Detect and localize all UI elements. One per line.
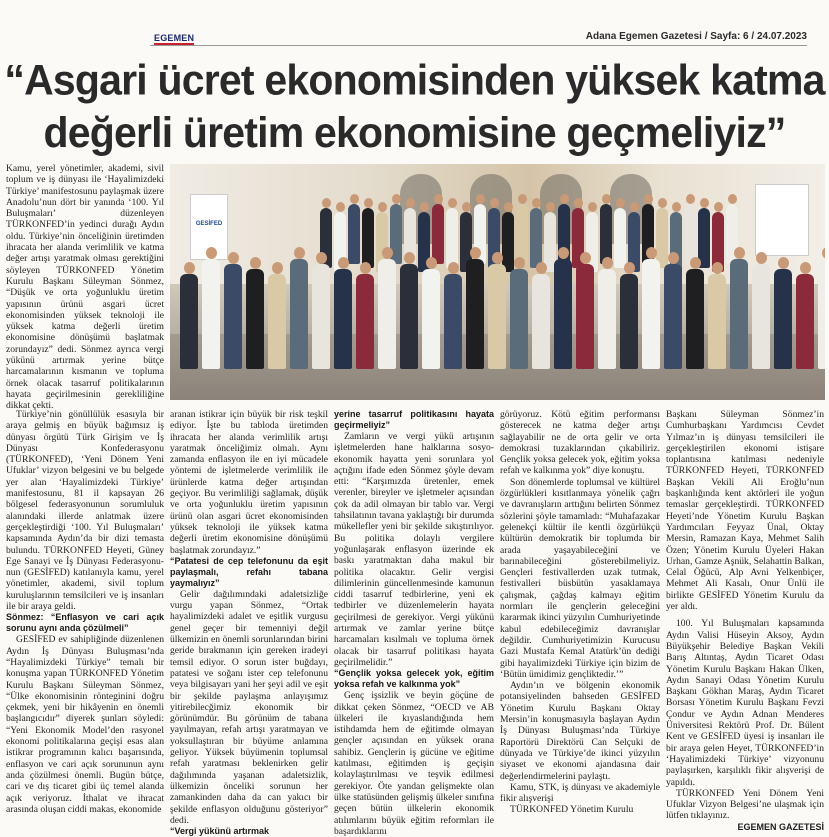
page-info: Adana Egemen Gazetesi / Sayfa: 6 / 24.07.2023 [585, 31, 807, 42]
subheading: “Gençlik yoksa gelecek yok, eğitim yoksa refah ve kalkınma yok” [334, 668, 494, 690]
column-4 [500, 409, 660, 816]
headline-line-2: değerli üretim ekonomisine geçmeliyiz” [43, 108, 786, 157]
column-2 [170, 409, 328, 837]
paragraph: TÜRKONFED Yeni Dönem Yeni Ufuklar Vizyon Belgesi’ne ulaşmak için lütfen tıklayınız. [666, 787, 824, 822]
paragraph: Aydın’ın ve bölgenin ekonomik potansiyelinden bahseden GESİFED Yönetim Kurulu Başkanı Oktay Mersin’in konuşmasıyla başlayan Aydın İş Dünyası Buluşması’nda Türkiye Raportörü Direktörü Can Selçuki de dünyada ve Türkiye’de ikinci yüzyılın siyaset ve ekonomi ajandasına dair değerlendirmelerini paylaştı. [500, 680, 660, 782]
paragraph: aranan istikrar için büyük bir risk teşkil ediyor. İşte bu tabloda üretimden ihracata her alanda verimlilik artışı yaratmak önceliğimiz olmalı. Aynı zamanda enflasyon ile en iyi mücadele yöntemi de işletmelerde verimlilik ile ürünlerde katma değer artışından geçiyor. Bu verimliliği sağlamak, düşük ve orta yoğunluklu üretim yapısının ürünü olan asgari ücret ekonomisinden yüksek teknoloji ile yüksek katma değerli üretim ekonomisine dönüşümü başlatmak zorundayız.” [170, 409, 328, 556]
paragraph: 100. Yıl Buluşmaları kapsamında Aydın Valisi Hüseyin Aksoy, Aydın Büyükşehir Belediye Başkan Vekili Barış Altıntaş, Aydın Ticaret Odası Yönetim Kurulu Başkanı Hakan Ülken, Aydın Sanayi Odası Yönetim Kurulu Başkanı Gökhan Maraş, Aydın Ticaret Borsası Yönetim Kurulu Başkanı Fevzi Çondur ve Aydın Adnan Menderes Üniversitesi Rektörü Prof. Dr. Bülent Kent ve GESİFED üyesi iş insanları ile bir araya gelen Heyet, TÜRKONFED’in ‘Hayalimizdeki Türkiye’ vizyonunu paylaşırken, karşılıklı fikir alışverişi de yapıldı. [666, 618, 824, 788]
subheading: “Patatesi de cep telefonunu da eşit paylaşmalı, refahı tabana yaymalıyız” [170, 555, 328, 588]
masthead [0, 0, 829, 46]
signature: EGEMEN GAZETESİ [737, 821, 824, 832]
subheading: yerine tasarruf politikasını hayata geçirmeliyiz” [334, 409, 494, 430]
side-banner [755, 184, 809, 256]
newspaper-logo: EGEMEN [154, 33, 195, 43]
article-headline [0, 54, 829, 159]
paragraph: Kamu, STK, iş dünyası ve akademiyle fikir alışverişi [500, 781, 660, 805]
paragraph: TÜRKONFED Yönetim Kurulu [510, 804, 634, 816]
paragraph: Son dönemlerde toplumsal ve kültürel özgürlükleri kısıtlanmaya yönelik çağrı ve davranışların arttığını belirten Sönmez sözlerini şöyle tamamladı: “Muhafazakar gelenekçi kültür ile kentli özgürlükçü kültürün demokratik bir toplumda bir arada yaşayabileceğini ve barınabileceğini gösterebilmeliyiz. Gençleri festivallerden uzak tutmak, festivalleri büsbütün yasaklamaya çalışmak, çağdaş kalmayı eğitim normları ile gençlerin geleceğini kararmak ikinci yüzyılın Cumhuriyetinde kabul edebileceğimiz davranışlar değildir. Cumhuriyetimizin Kurucusu Gazi Mustafa Kemal Atatürk’ün dediği gibi hayalimizdeki Türkiye için bizim de ‘Bütün ümidimiz gençliktedir.’” [500, 476, 660, 680]
paragraph: GESİFED ev sahipliğinde düzenlenen Aydın İş Dünyası Buluşması’nda “Hayalimizdeki Türkiye” temalı bir konuşma yapan TÜRKONFED Yönetim Kurulu Başkanı Süleyman Sönmez, “Ülke ekonomisinin rönteginini doğru çekmek, yeni bir hikâyenin en önemli başlangıcıdır” diyerek şunları söyledi: “Yeni Ekonomik Model’den rasyonel ekonomi politikalarına geçişi esas alan istikrar programının kalıcı başarısında, enflasyon ve cari açık sorununun aynı anda çözülmesi önemli. Bugün bütçe, cari ve dış ticaret gibi üç temel alanda açık veriyoruz. İthalat ve ihracat arasında oluşan ciddi makas, ekonomide [6, 634, 164, 815]
column-intro [6, 163, 164, 412]
paragraph: Genç işsizlik ve beyin göçüne de dikkat çeken Sönmez, “OECD ve AB ülkeleri ile kıyaslandığında hem istihdamda hem de eğitimde olmayan gençler açısından en yüksek orana sahibiz. Gençlerin iş gücüne ve eğitime katılması, eğitimden iş geçişin kolaylaştırılması ve teşvik edilmesi gerekiyor. Öte yandan gelişmekte olan ülke statüsünden gelişmiş ülkeler sınıfına geçen bütün ülkelerin ekonomik atılımlarını büyük eğitim reformları ile başardıklarını [334, 690, 494, 837]
paragraph: Gelir dağılımındaki adaletsizliğe vurgu yapan Sönmez, “Ortak hayalimizdeki adalet ve eşitlik vurgusu genel geçer bir temenniyi değil ülkemizin en önemli sorunlarından birini geride bırakmanın için gereken iradeyi temsil ediyor. O sorun ister buğdayı, patatesi ve soğanı ister cep telefonunu veya bilgisayarı yani her şeyi adil ve eşit bir şekilde paylaşma anlayışımız yitirebilecğimiz ekonomik bir görünümdür. Bu görünüm de tabana yayılmayan, refah artışı yaratmayan ve yoksullaştıran bir büyüme anlamına geliyor. Yüksek büyümenin toplumsal refah yaratması beklenirken gelir dağılımında yaşanan adaletsizlik, ülkemizin önceliki sorunun her zamankinden daha da can yakıcı bir şekilde enflasyon olduğunu gösteriyor” dedi. [170, 588, 328, 826]
paragraph: Zamların ve vergi yükü artışının işletmelerden hane halklarına sosyo-ekonomik hayatta yeni sorunlara yol açtığını ifade eden Sönmez şöyle devam etti: “Karşımızda üretenler, emek verenler, bireyler ve işletmeler açısından çok da adil olmayan bir tablo var. Vergi tahsilatının tavana yaklaştığı bir durumda mükellefler yeni bir şekilde sıkıştırılıyor. Bu politika dolaylı vergilere yoğunlaşarak enflasyon üzerinde ek baskı yaratmaktan daha makul bir politika olacaktır. Gelir vergisi dilimlerinin güncellenmesinde kamunun ciddi tasarruf tedbirlerine, yeni ek tedbirler ve düzenlemelerin hayata geçirilmesi de gerekiyor. Vergi yükünü artırmak ve zamlar yerine bütçe harcamaları kısılmalı ve topluma örnek olacak bir tasarruf politikası hayata geçirilmelidir.” [334, 431, 494, 668]
gesifed-banner: GESİFED [190, 194, 228, 260]
header-divider [150, 45, 807, 46]
subheading: “Vergi yükünü artırmak [170, 826, 270, 837]
column-5 [666, 409, 824, 833]
paragraph: Türkiye’nin gönüllülük esasıyla bir araya gelmiş en büyük bağımsız iş dünyası örgütü Türk Girişim ve İş Dünyası Konfederasyonu (TÜRKONFED), ‘Yeni Dönem Yeni Ufuklar’ vizyon belgesini ve bu belgede yer alan ‘Hayalimizdeki Türkiye’ manifestosunu, 81 il kapsayan 26 bölgesel federasyonunun sorumluluk alanındaki illerde anlatmak üzere gerçekleştirdiği ‘100. Yıl Buluşmaları’ kapsamında Aydın’da bir dizi temasta bulundu. TÜRKONFED Heyeti, Güney Ege Sanayi ve İş Dünyası Federasyonu-nun (GESİFED) katılanıyla kamu, yerel yönetimler, akademi, sivil toplum kuruluşlarının temsilcileri ve iş insanları ile bir araya geldi. [6, 409, 164, 613]
subheading: Sönmez: “Enflasyon ve cari açık sorunu aynı anda çözülmeli” [6, 612, 164, 634]
paragraph: görüyoruz. Kötü eğitim performansı gösterecek ne katma değer artışı sağlayabilir ne de orta gelir ve orta demokrasi tuzaklarından çıkabiliriz. Gençlik yoksa gelecek yok, eğitim yoksa refah ve kalkınma yok” diye konuştu. [500, 409, 660, 477]
paragraph: Başkanı Süleyman Sönmez’in Cumhurbaşkanı Yardımcısı Cevdet Yılmaz’ın iş dünyası temsilcileri ile gerçekleştirilen ekonomi istişare toplantısına katılması nedeniyle TÜRKONFED Heyeti, TÜRKONFED Başkan Vekili Ali Eroğlu’nun başkanlığında kent aktörleri ile yoğun temaslar gerçekleştirdi. TÜRKONFED Heyeti’nde Yönetim Kurulu Başkan Yardımcıları Feyyaz Ünal, Oktay Mersin, Ramazan Kaya, Mehmet Salih Özen; Yönetim Kurulu Üyeleri Hakan Urhan, Gamze Aşnük, Selahattin Balkan, Celal Öğücü, Alp Avni Yelkenbiçer, Mehmet Ali Kasalı, Onur Ünlü ile birlikte GESİFED Yönetim Kurulu da yer aldı. [666, 409, 824, 613]
column-1 [6, 409, 164, 815]
intro-paragraph: Kamu, yerel yönetimler, akademi, sivil toplum ve iş dünyası ile ‘Hayalimizdeki Türkiye’ manifestosunu paylaşmak üzere Anadolu’nun dört bir yanında ‘100. Yıl Buluşmaları’ düzenleyen TÜRKONFED’in yedinci durağı Aydın oldu. Türkiye’nin önceliğinin üretimden ihracata her alanda verimlilik ve katma değer artışı yaratmak olması gerektiğini söyleyen TÜRKONFED Yönetim Kurulu Başkanı Süleyman Sönmez, “Düşük ve orta yoğunluklu üretim yapısının ürünü asgari ücret ekonomisinden yüksek teknoloji ile yüksek katma değerli üretim ekonomisine dönüşümü başlatmak zorundayız” dedi. Sönmez ayrıca vergi yükünü artırmak yerine bütçe harcamalarının kısmanın ve topluma örnek olacak tasarruf politikalarının hayata geçirilmesinin gerekliliğine dikkat çekti. [6, 163, 164, 412]
group-photo [170, 164, 825, 400]
column-3 [334, 409, 494, 837]
headline-line-1: “Asgari ücret ekonomisinden yüksek katma [4, 55, 825, 104]
